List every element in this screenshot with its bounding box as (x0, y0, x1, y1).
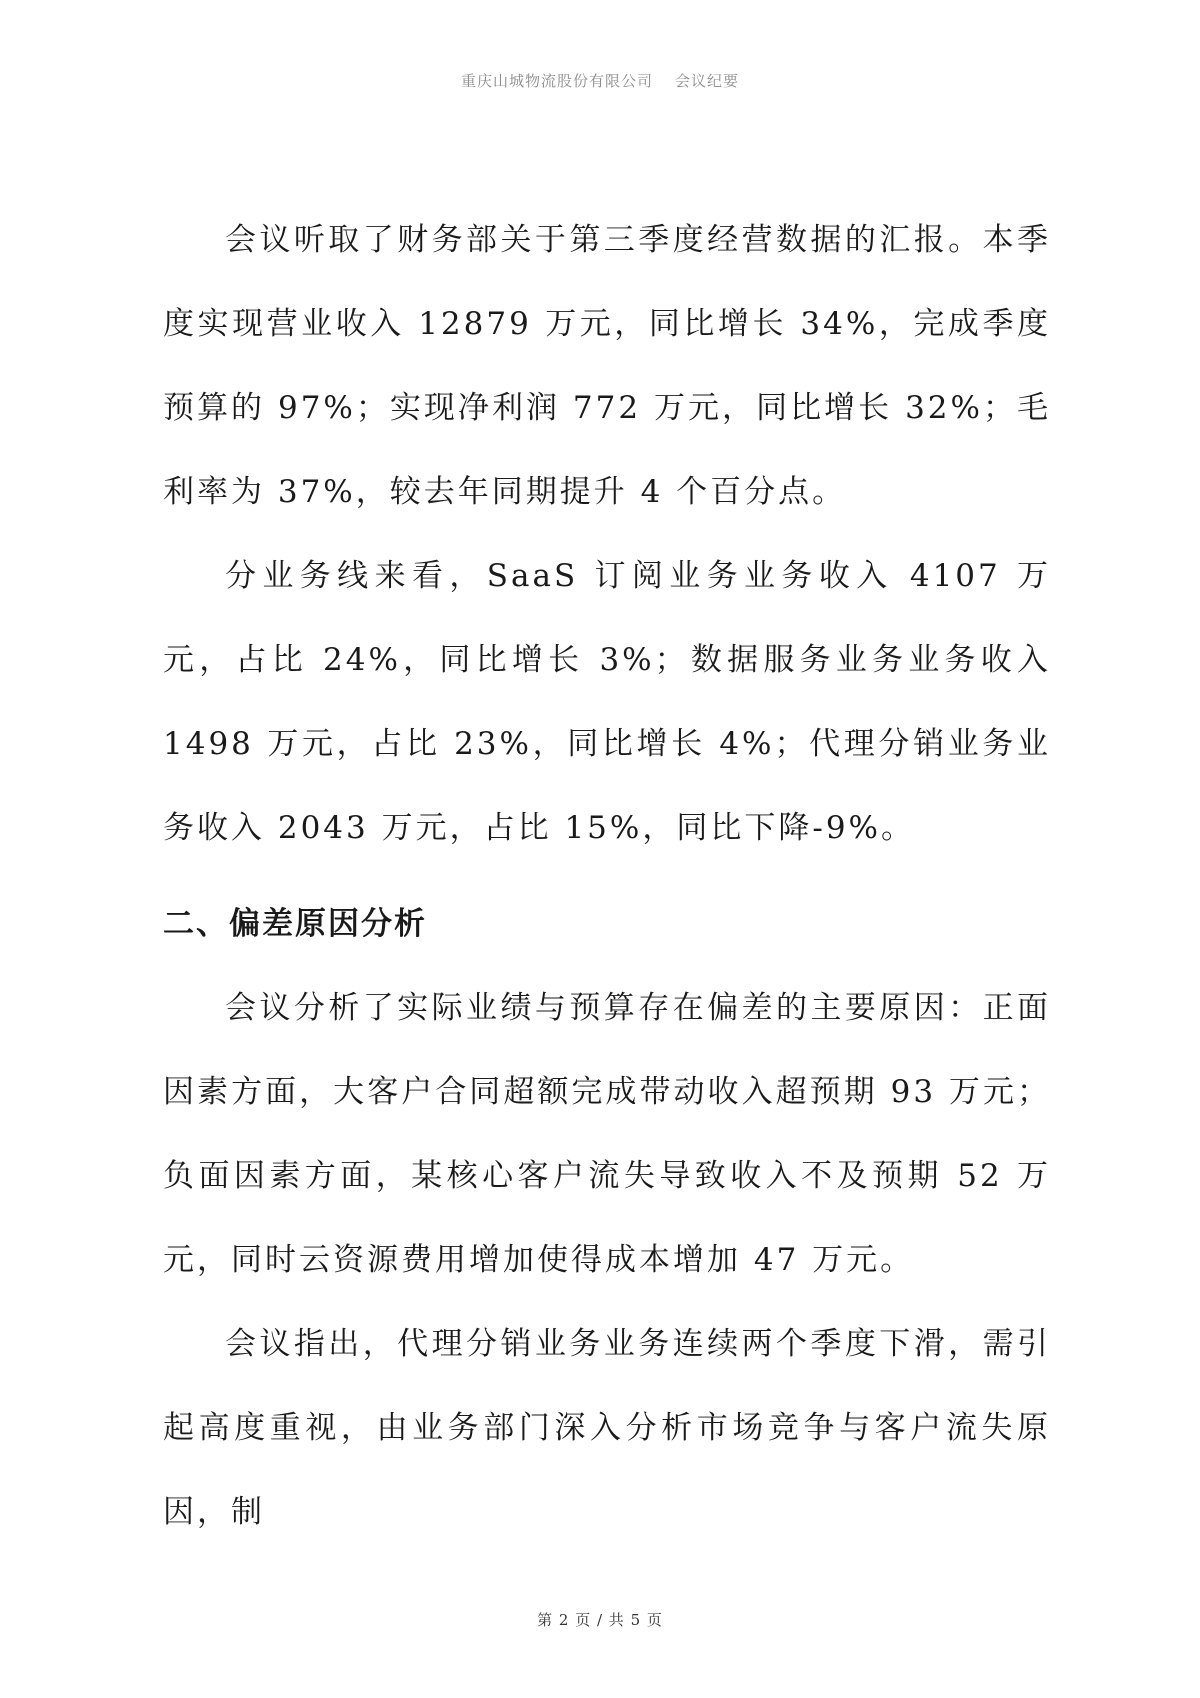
page-number: 第 2 页 / 共 5 页 (537, 1611, 663, 1629)
section-heading-deviation-analysis: 二、偏差原因分析 (163, 906, 427, 942)
paragraph-business-lines: 分业务线来看，SaaS 订阅业务业务收入 4107 万元，占比 24%，同比增长 3%；数据服务业务业务收入 1498 万元，占比 23%，同比增长 4%；代理分销业务业务收入 2043 万元，占比 15%，同比下降-9%。 (163, 558, 1051, 846)
paragraph-meeting-note: 会议指出，代理分销业务业务连续两个季度下滑，需引起高度重视，由业务部门深入分析市场竞争与客户流失原因，制 (163, 1326, 1051, 1530)
paragraph-deviation-reasons: 会议分析了实际业绩与预算存在偏差的主要原因：正面因素方面，大客户合同超额完成带动收入超预期 93 万元；负面因素方面，某核心客户流失导致收入不及预期 52 万元，同时云资源费用增加使得成本增加 47 万元。 (163, 990, 1051, 1278)
document-body (163, 198, 1051, 1554)
paragraph-revenue-summary: 会议听取了财务部关于第三季度经营数据的汇报。本季度实现营业收入 12879 万元，同比增长 34%，完成季度预算的 97%；实现净利润 772 万元，同比增长 32%；毛利率为 37%，较去年同期提升 4 个百分点。 (163, 222, 1051, 510)
page-header (0, 70, 1200, 91)
header-doc-type: 会议纪要 (675, 72, 740, 90)
header-company: 重庆山城物流股份有限公司 (460, 72, 653, 90)
